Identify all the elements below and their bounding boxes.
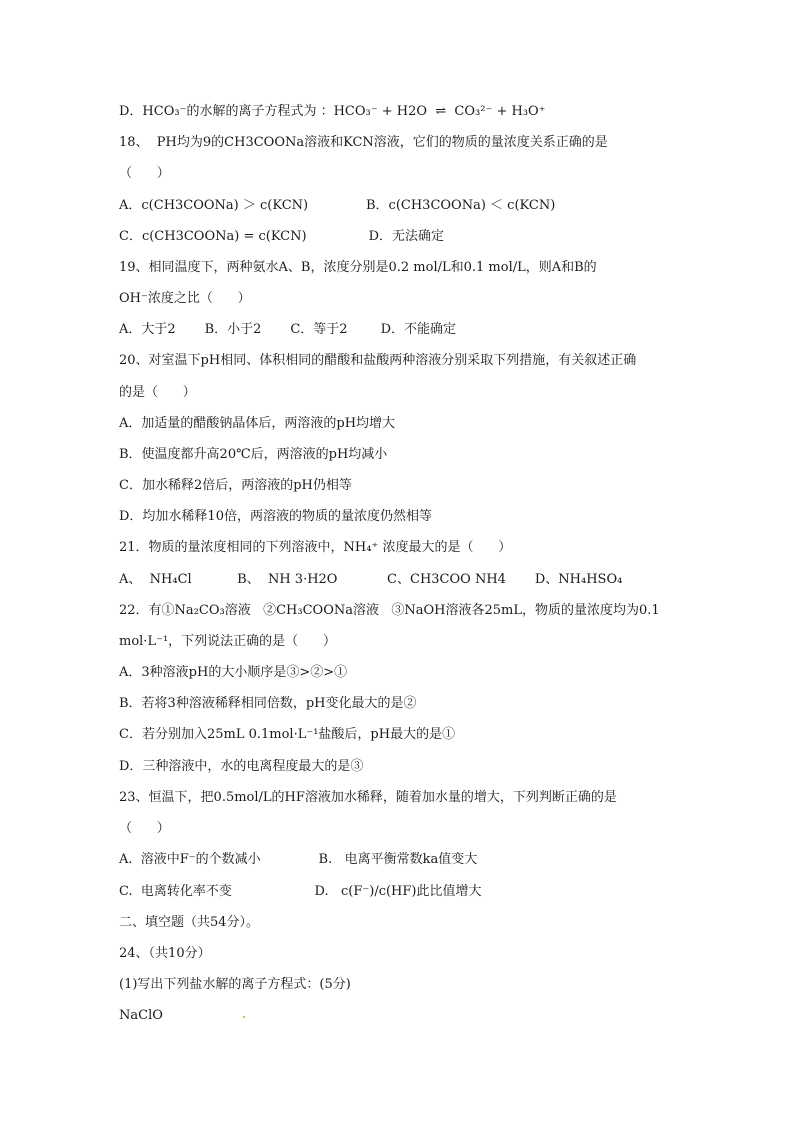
text-line: C．c(CH3COONa) = c(KCN) D．无法确定 bbox=[119, 229, 444, 244]
text-line: mol·L⁻¹，下列说法正确的是（ ） bbox=[119, 634, 336, 649]
text-line: A、 NH₄Cl B、 NH 3·H2O C、CH3COO NH4 D、NH₄HSO₄ bbox=[119, 572, 623, 587]
text-line: A．加适量的醋酸钠晶体后，两溶液的pH均增大 bbox=[119, 416, 396, 431]
text-line: A. 溶液中F⁻的个数减小 B. 电离平衡常数ka值变大 bbox=[119, 852, 478, 867]
text-line: 24、（共10分） bbox=[119, 946, 211, 961]
text-line: NaClO bbox=[119, 1008, 163, 1023]
text-line: D．均加水稀释10倍，两溶液的物质的量浓度仍然相等 bbox=[119, 509, 432, 524]
text-line: C．加水稀释2倍后，两溶液的pH仍相等 bbox=[119, 478, 352, 493]
text-line: 20、对室温下pH相同、体积相同的醋酸和盐酸两种溶液分别采取下列措施，有关叙述正确 bbox=[119, 353, 637, 368]
text-line: B．若将3种溶液稀释相同倍数，pH变化最大的是② bbox=[119, 696, 417, 711]
text-line: A．3种溶液pH的大小顺序是③>②>① bbox=[119, 665, 348, 680]
text-line: 的是（ ） bbox=[119, 385, 196, 400]
text-line: 18、 PH均为9的CH3COONa溶液和KCN溶液，它们的物质的量浓度关系正确的是 bbox=[119, 135, 608, 150]
text-line: （ ） bbox=[119, 166, 170, 181]
text-line: A．大于2 B．小于2 C．等于2 D．不能确定 bbox=[119, 322, 457, 337]
text-line: B．使温度都升高20℃后，两溶液的pH均减小 bbox=[119, 447, 388, 462]
text-line: C. 电离转化率不变 D. c(F⁻)/c(HF)此比值增大 bbox=[119, 884, 482, 899]
text-line: 22．有①Na₂CO₃溶液 ②CH₃COONa溶液 ③NaOH溶液各25mL，物质的量浓度均为0.1 bbox=[119, 603, 660, 618]
stray-mark bbox=[243, 1016, 245, 1018]
text-line: D．三种溶液中，水的电离程度最大的是③ bbox=[119, 759, 364, 774]
text-line: OH⁻浓度之比（ ） bbox=[119, 291, 251, 306]
text-line: 二、填空题（共54分）。 bbox=[119, 915, 260, 930]
text-line: 23、恒温下，把0.5mol/L的HF溶液加水稀释，随着加水量的增大，下列判断正确的是 bbox=[119, 790, 617, 805]
text-line: (1)写出下列盐水解的离子方程式：(5分) bbox=[119, 977, 351, 992]
text-line: C．若分别加入25mL 0.1mol·L⁻¹盐酸后，pH最大的是① bbox=[119, 727, 456, 742]
text-line: D．HCO₃⁻的水解的离子方程式为 ：HCO₃⁻ + H2O ⇌ CO₃²⁻ + H₃O⁺ bbox=[119, 104, 546, 119]
text-line: 19、相同温度下，两种氨水A、B，浓度分别是0.2 mol/L和0.1 mol/L，则A和B的 bbox=[119, 260, 597, 275]
text-line: A．c(CH3COONa) ＞ c(KCN) B．c(CH3COONa) ＜ c(KCN) bbox=[119, 198, 556, 213]
text-line: （ ） bbox=[119, 821, 170, 836]
text-line: 21．物质的量浓度相同的下列溶液中，NH₄⁺ 浓度最大的是（ ） bbox=[119, 540, 512, 555]
